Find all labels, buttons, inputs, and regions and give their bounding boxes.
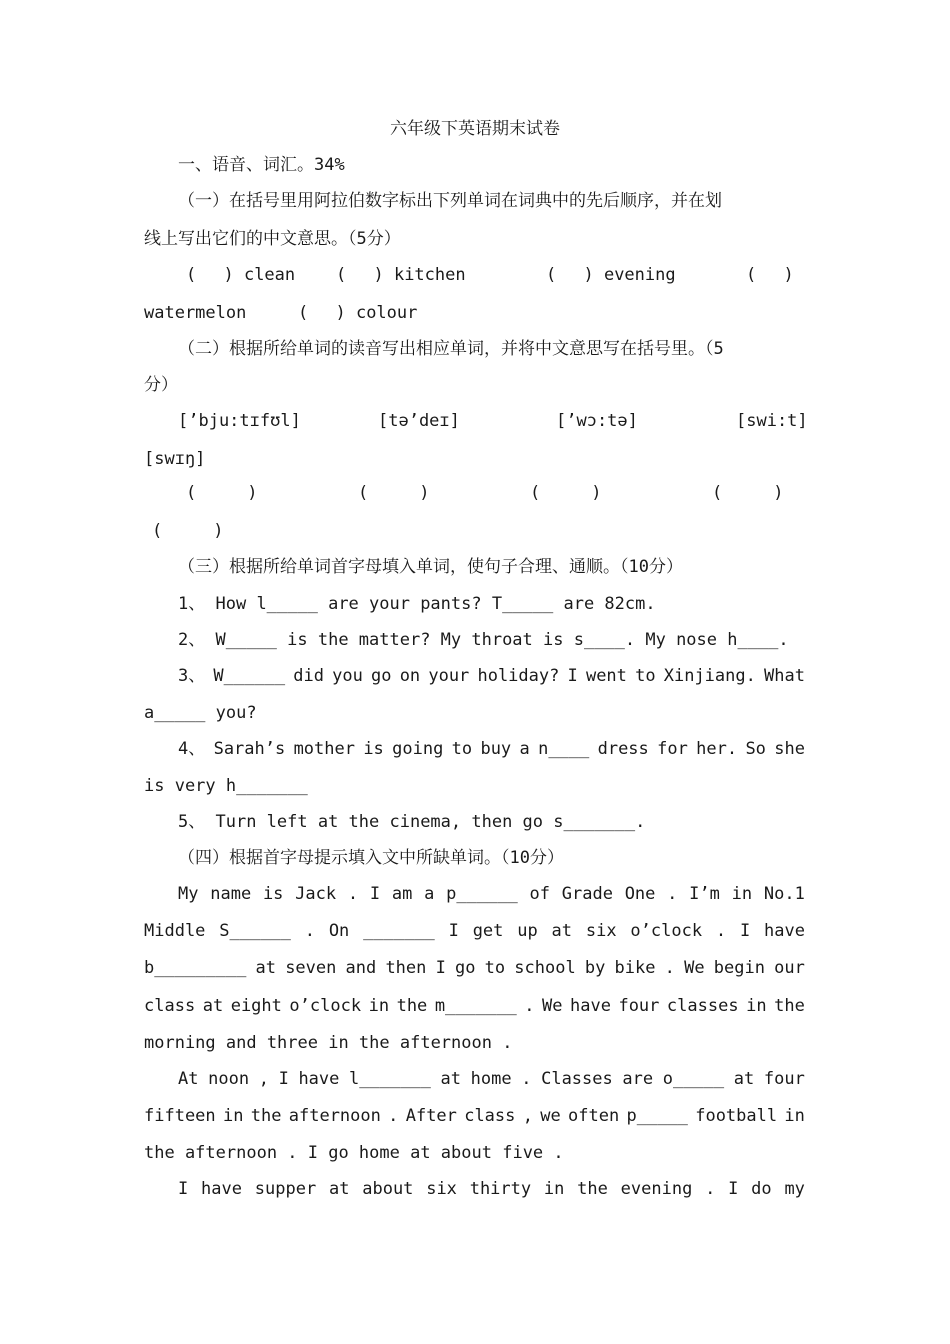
passage-line: fifteen in the afternoon . After class , we often p_____ football in <box>144 1106 805 1126</box>
order-item: ( ) clean <box>186 265 296 285</box>
passage-line: morning and three in the afternoon . <box>144 1033 513 1053</box>
part2-instruction-line1: （二）根据所给单词的读音写出相应单词，并将中文意思写在括号里。（5 <box>178 339 724 359</box>
part1-instruction-line2: 线上写出它们的中文意思。（5分） <box>144 229 401 249</box>
phonetic-1: [’bju:tɪfʊl] <box>178 411 301 431</box>
passage-line: My name is Jack . I am a p______ of Grade One . I’m in No.1 <box>178 884 805 904</box>
answer-bracket: ( ) <box>358 483 430 503</box>
question-1: 1、 How l_____ are your pants? T_____ are 82cm. <box>178 594 656 614</box>
passage-line: I have supper at about six thirty in the evening . I do my <box>178 1179 805 1199</box>
order-bracket: ( ) <box>746 265 794 285</box>
part3-instruction: （三）根据所给单词首字母填入单词，使句子合理、通顺。（10分） <box>178 557 683 577</box>
word-kitchen: kitchen <box>393 265 466 285</box>
answer-bracket: ( ) <box>186 483 258 503</box>
passage-line: the afternoon . I go home at about five . <box>144 1143 564 1163</box>
phonetic-5: [swɪŋ] <box>144 449 206 469</box>
passage-line: Middle S______ . On _______ I get up at six o’clock . I have <box>144 921 805 941</box>
order-item: ( ) colour <box>298 303 418 323</box>
question-5: 5、 Turn left at the cinema, then go s_______. <box>178 812 646 832</box>
part1-instruction-line1: （一）在括号里用阿拉伯数字标出下列单词在词典中的先后顺序，并在划 <box>178 191 722 211</box>
word-clean: clean <box>243 265 296 285</box>
question-4: 4、 Sarah’s mother is going to buy a n____ dress for her. So she <box>178 739 805 759</box>
phonetic-4: [swi:t] <box>736 411 808 431</box>
question-3-cont: a_____ you? <box>144 703 257 723</box>
question-3: 3、 W______ did you go on your holiday? I went to Xinjiang. What <box>178 666 805 686</box>
answer-bracket: ( ) <box>530 483 602 503</box>
page-title: 六年级下英语期末试卷 <box>390 119 560 139</box>
passage-line: b_________ at seven and then I go to school by bike . We begin our <box>144 958 805 978</box>
answer-bracket: ( ) <box>152 521 224 541</box>
phonetic-3: [’wɔ:tə] <box>556 411 638 431</box>
question-4-cont: is very h_______ <box>144 776 308 796</box>
order-item: ( ) kitchen <box>336 265 466 285</box>
phonetic-2: [tə’deɪ] <box>378 411 460 431</box>
answer-bracket: ( ) <box>712 483 784 503</box>
part4-instruction: （四）根据首字母提示填入文中所缺单词。（10分） <box>178 848 564 868</box>
passage-line: At noon , I have l_______ at home . Classes are o_____ at four <box>178 1069 805 1089</box>
section-heading: 一、语音、词汇。34% <box>178 155 345 175</box>
question-2: 2、 W_____ is the matter? My throat is s____. My nose h____. <box>178 630 789 650</box>
word-evening: evening <box>603 265 676 285</box>
word-colour: colour <box>355 303 418 323</box>
word-watermelon: watermelon <box>144 303 247 323</box>
order-item: ( ) evening <box>546 265 676 285</box>
part2-instruction-line2: 分） <box>144 375 178 395</box>
passage-line: class at eight o’clock in the m_______ . We have four classes in the <box>144 996 805 1016</box>
